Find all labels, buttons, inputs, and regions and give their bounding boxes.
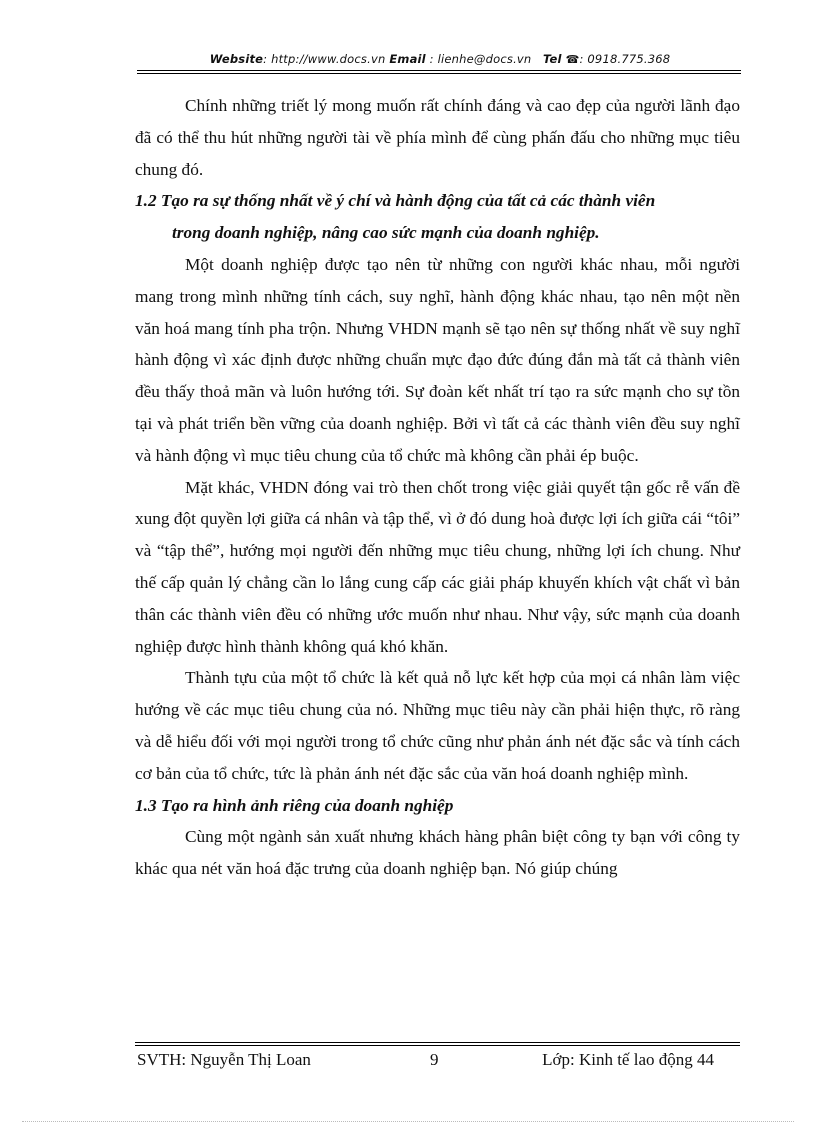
paragraph: Thành tựu của một tổ chức là kết quả nỗ lực kết hợp của mọi cá nhân làm việc hướng về các mục tiêu chung của nó. Những mục tiêu này cần phải hiện thực, rõ ràng và dễ hiểu đối với mọi người trong tổ chức cũng như phản ánh nét đặc sắc và tính cách cơ bản của tổ chức, tức là phản ánh nét đặc sắc của văn hoá doanh nghiệp mình. — [135, 668, 740, 783]
paragraph: Một doanh nghiệp được tạo nên từ những con người khác nhau, mỗi người mang trong mình những tính cách, suy nghĩ, hành động khác nhau, tạo nên một nền văn hoá mang tính pha trộn. Nhưng VHDN mạnh sẽ tạo nên sự thống nhất về suy nghĩ hành động vì xác định được những chuẩn mực đạo đức đúng đắn mà tất cả thành viên đều thấy thoả mãn và luôn hướng tới. Sự đoàn kết nhất trí tạo ra sức mạnh cho sự tồn tại và phát triển bền vững của doanh nghiệp. Bởi vì tất cả các thành viên đều suy nghĩ và hành động vì mục tiêu chung của tổ chức mà không cần phải ép buộc. — [135, 254, 740, 465]
email-label: Email — [389, 52, 426, 66]
page-number: 9 — [430, 1050, 439, 1069]
tel-label: Tel — [543, 52, 562, 66]
footer-rule — [135, 1042, 740, 1043]
paragraph: Chính những triết lý mong muốn rất chính đáng và cao đẹp của người lãnh đạo đã có thể thu hút những người tài về phía mình để cùng phấn đấu cho những mục tiêu chung đó. — [135, 96, 740, 179]
website-value: : http://www.docs.vn — [263, 52, 386, 66]
paragraph: Mặt khác, VHDN đóng vai trò then chốt trong việc giải quyết tận gốc rễ vấn đề xung đột quyền lợi giữa cá nhân và tập thể, vì ở đó dung hoà được lợi ích giữa cái “tôi” và “tập thể”, hướng mọi người đến những mục tiêu chung, những lợi ích chung. Như thế cấp quản lý chẳng cần lo lắng cung cấp các giải pháp khuyến khích vật chất vì bản thân các thành viên đều có những ước muốn như nhau. Như vậy, sức mạnh của doanh nghiệp được hình thành không quá khó khăn. — [135, 477, 740, 656]
page-edge-divider — [22, 1121, 794, 1122]
page-footer — [135, 1048, 740, 1072]
footer-student: SVTH: Nguyễn Thị Loan — [137, 1050, 311, 1069]
document-body — [135, 90, 740, 885]
section-heading-1-3: 1.3 Tạo ra hình ảnh riêng của doanh nghiệp — [135, 795, 454, 815]
section-heading-line: 1.2 Tạo ra sự thống nhất về ý chí và hành động của tất cả các thành viên — [135, 191, 656, 211]
section-heading-line: trong doanh nghiệp, nâng cao sức mạnh của doanh nghiệp. — [172, 223, 600, 243]
paragraph: Cùng một ngành sản xuất nhưng khách hàng phân biệt công ty bạn với công ty khác qua nét văn hoá đặc trưng của doanh nghiệp bạn. Nó giúp chúng — [135, 827, 740, 879]
website-label: Website — [209, 52, 264, 66]
header-rule-double — [137, 73, 741, 74]
email-value: : lienhe@docs.vn — [429, 52, 532, 66]
footer-class: Lớp: Kinh tế lao động 44 — [542, 1050, 714, 1069]
telephone-icon: ☎ — [565, 53, 580, 66]
section-heading-1-2 — [135, 185, 740, 249]
page-header — [140, 52, 740, 66]
tel-value: : 0918.775.368 — [579, 52, 671, 66]
footer-rule-double — [135, 1045, 740, 1046]
header-rule — [137, 70, 741, 71]
